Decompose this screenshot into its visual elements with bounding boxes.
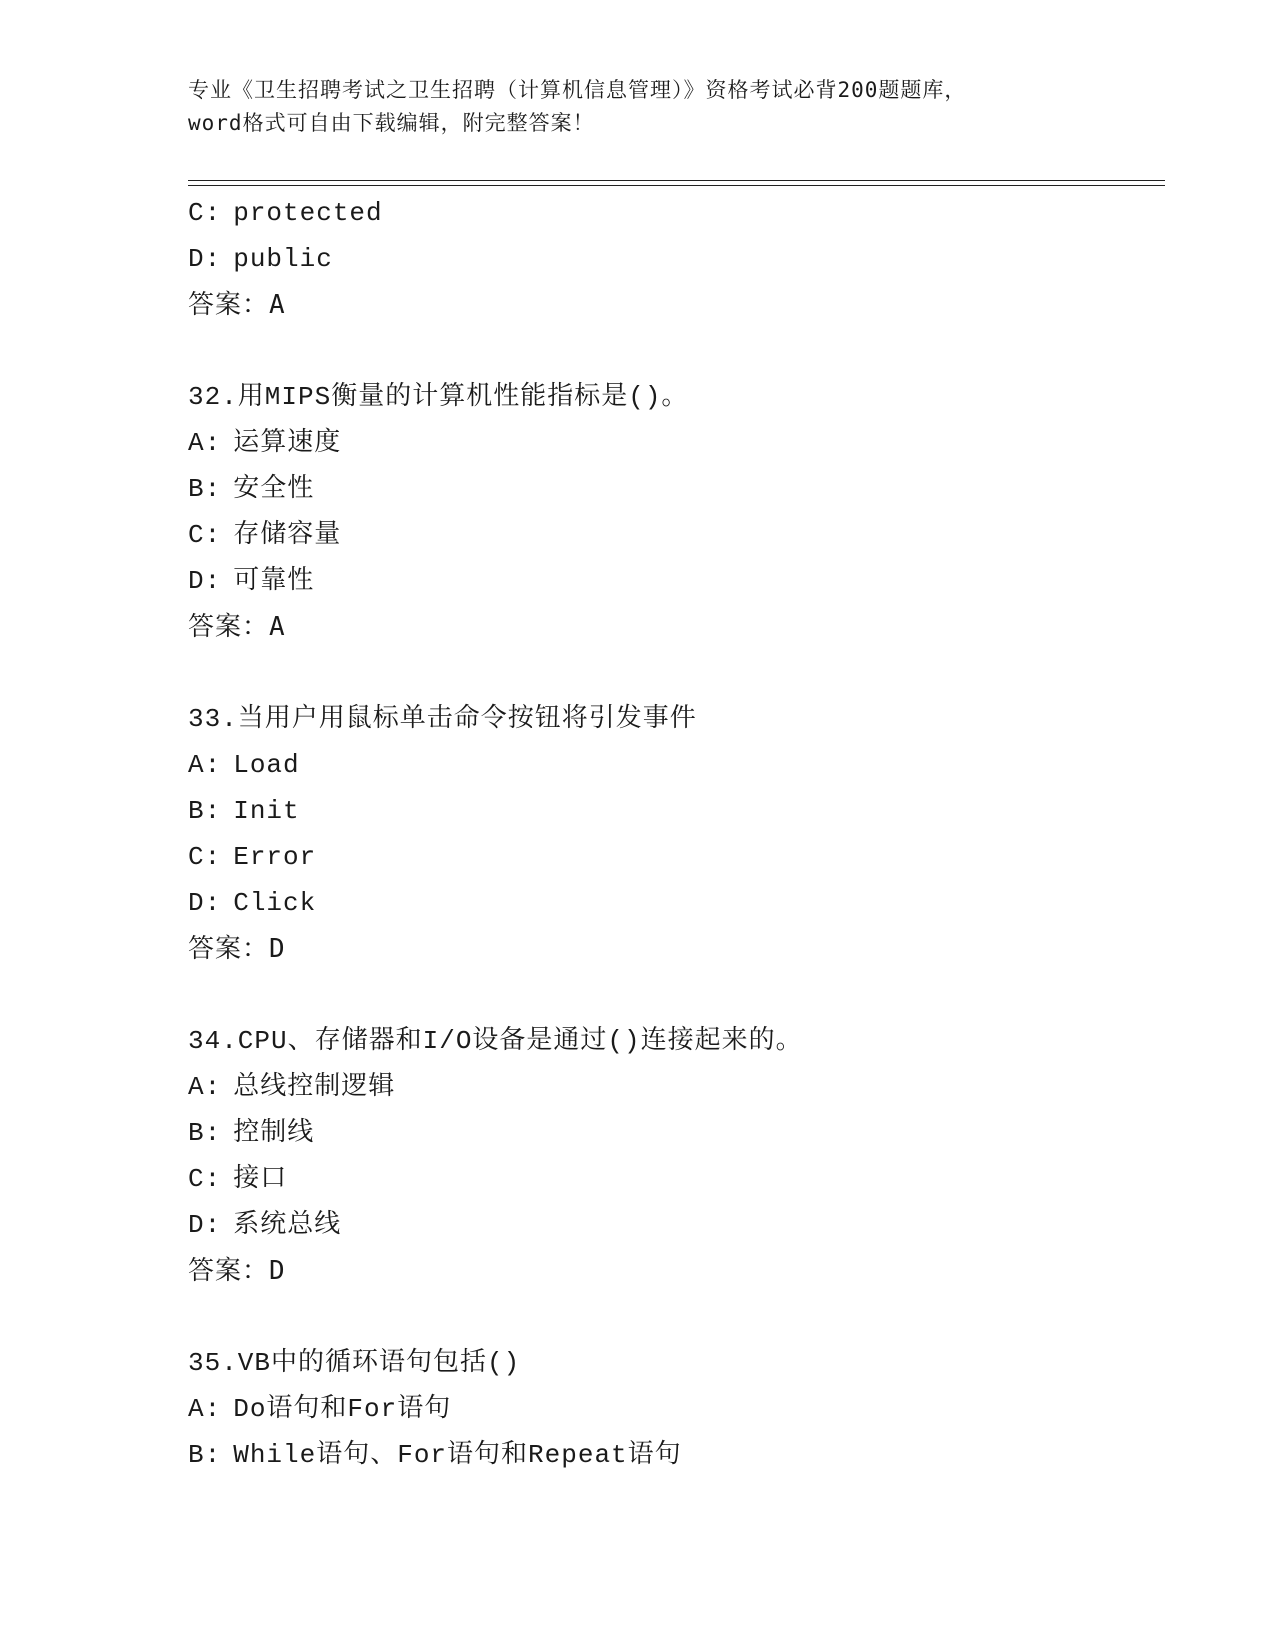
option-prefix: B: [188, 474, 222, 504]
option-text: 安全性 [233, 474, 315, 504]
option-line [188, 1386, 1148, 1432]
option-prefix: A: [188, 750, 222, 780]
option-prefix: A: [188, 428, 222, 458]
option-line [188, 1202, 1148, 1248]
option-text: Init [233, 796, 300, 826]
option-line [188, 420, 1148, 466]
option-prefix: C: [188, 1164, 222, 1194]
option-prefix: B: [188, 1440, 222, 1470]
question-stem: 34.CPU、存储器和I/O设备是通过()连接起来的。 [188, 1026, 803, 1056]
question-list [188, 190, 1148, 1478]
option-text: 控制线 [233, 1118, 315, 1148]
answer-line: 答案：D [188, 934, 286, 964]
answer-line: 答案：A [188, 290, 286, 320]
option-line [188, 788, 1148, 834]
option-prefix: B: [188, 796, 222, 826]
header-line-2: word格式可自由下载编辑，附完整答案！ [188, 111, 595, 135]
option-text: 存储容量 [233, 520, 342, 550]
header-divider-top [188, 180, 1165, 181]
option-line [188, 742, 1148, 788]
header-divider-bottom [188, 185, 1165, 186]
option-line [188, 190, 1148, 236]
option-prefix: D: [188, 244, 222, 274]
option-prefix: D: [188, 566, 222, 596]
question-stem: 33.当用户用鼠标单击命令按钮将引发事件 [188, 704, 697, 734]
header-line-1: 专业《卫生招聘考试之卫生招聘（计算机信息管理）》资格考试必背200题题库， [188, 78, 967, 102]
option-text: Error [233, 842, 317, 872]
option-line [188, 834, 1148, 880]
option-prefix: A: [188, 1072, 222, 1102]
question-stem: 32.用MIPS衡量的计算机性能指标是()。 [188, 382, 689, 412]
option-text: 接口 [233, 1164, 288, 1194]
option-prefix: D: [188, 1210, 222, 1240]
option-prefix: C: [188, 520, 222, 550]
option-line [188, 558, 1148, 604]
option-text: While语句、For语句和Repeat语句 [233, 1440, 682, 1470]
option-prefix: C: [188, 198, 222, 228]
option-text: public [233, 244, 333, 274]
option-text: Click [233, 888, 317, 918]
option-text: 可靠性 [233, 566, 315, 596]
document-header [188, 74, 1088, 140]
question-stem: 35.VB中的循环语句包括() [188, 1348, 521, 1378]
answer-line: 答案：D [188, 1256, 286, 1286]
option-prefix: D: [188, 888, 222, 918]
option-line [188, 236, 1148, 282]
option-line [188, 1064, 1148, 1110]
option-line [188, 880, 1148, 926]
option-line [188, 1432, 1148, 1478]
option-text: 总线控制逻辑 [233, 1072, 396, 1102]
option-line [188, 1156, 1148, 1202]
option-prefix: B: [188, 1118, 222, 1148]
option-line [188, 466, 1148, 512]
option-line [188, 512, 1148, 558]
option-text: 运算速度 [233, 428, 342, 458]
option-text: Load [233, 750, 300, 780]
answer-line: 答案：A [188, 612, 286, 642]
option-prefix: C: [188, 842, 222, 872]
option-line [188, 1110, 1148, 1156]
option-text: 系统总线 [233, 1210, 342, 1240]
option-text: protected [233, 198, 383, 228]
option-text: Do语句和For语句 [233, 1394, 452, 1424]
option-prefix: A: [188, 1394, 222, 1424]
